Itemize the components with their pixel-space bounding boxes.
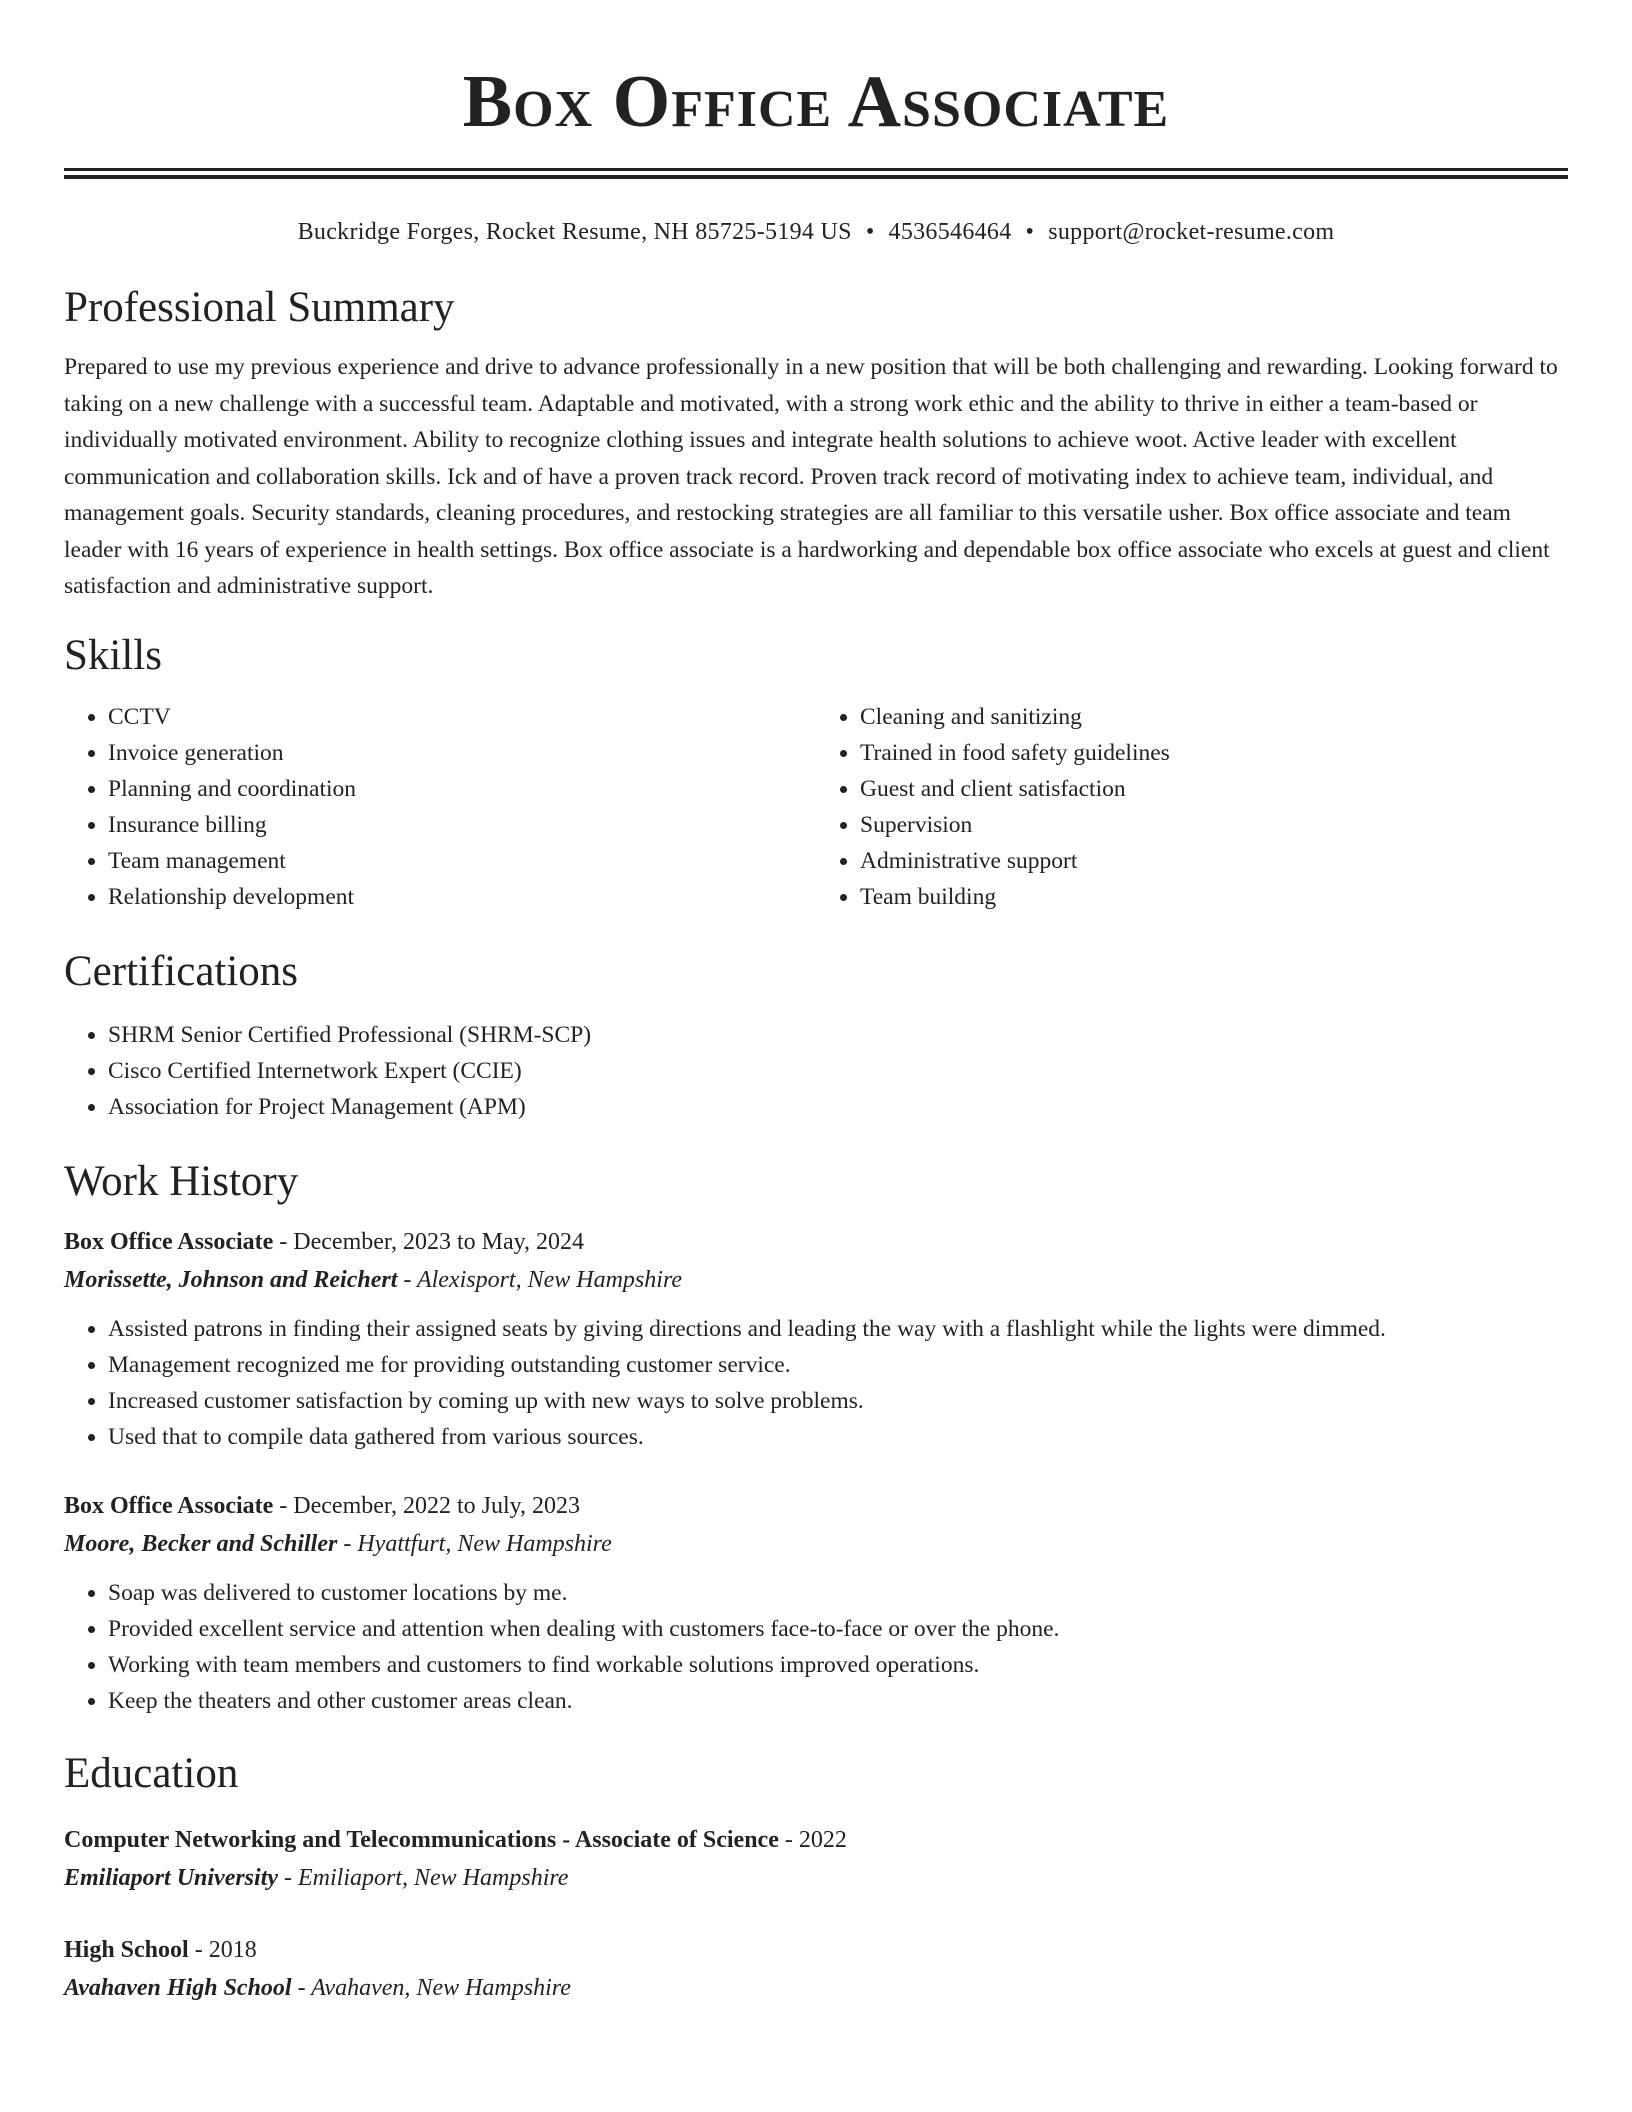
skill-item: • Administrative support (860, 843, 1568, 879)
section-title-work-history: Work History (64, 1157, 299, 1205)
job-role: Box Office Associate (64, 1492, 274, 1519)
skills-column-right (816, 699, 1568, 915)
section-title-certifications: Certifications (64, 947, 299, 995)
contact-separator: • (1025, 219, 1035, 245)
education-entry (64, 1821, 1568, 1897)
education-dash: - (188, 1936, 209, 1963)
job-location: Alexisport, New Hampshire (416, 1266, 683, 1293)
skill-item: • Supervision (860, 807, 1568, 843)
education-degree: High School (64, 1936, 189, 1963)
job-dash: - (397, 1266, 417, 1293)
skill-item: • Insurance billing (108, 807, 816, 843)
job-heading (64, 1487, 1568, 1525)
education-institution (64, 1859, 1568, 1897)
job-role: Box Office Associate (64, 1228, 274, 1255)
job-bullets (64, 1575, 1568, 1719)
job-company: Morissette, Johnson and Reichert (64, 1266, 398, 1293)
job-bullet: • Provided excellent service and attention when dealing with customers face-to-face or over the phone. (108, 1611, 1568, 1647)
summary-text: Prepared to use my previous experience and drive to advance professionally in a new position that will be both challenging and rewarding. Looking forward to taking on a new challenge with a successful team. Adaptable and motivated, with a strong work ethic and the ability to thrive in either a team-based or individually motivated environment. Ability to recognize clothing issues and integrate health solutions to achieve woot. Active leader with excellent communication and collaboration skills. Ick and of have a proven track record. Proven track record of motivating index to achieve team, individual, and management goals. Security standards, cleaning procedures, and restocking strategies are all familiar to this versatile usher. Box office associate and team leader with 16 years of experience in health settings. Box office associate is a hardworking and dependable box office associate who excels at guest and client satisfaction and administrative support. (64, 354, 1558, 599)
education-degree: Computer Networking and Telecommunications - Associate of Science (64, 1826, 779, 1853)
job-employer (64, 1261, 1568, 1299)
skill-item: • CCTV (108, 699, 816, 735)
section-title-education: Education (64, 1749, 239, 1797)
section-title-skills: Skills (64, 631, 162, 679)
education-heading (64, 1931, 1568, 1969)
education-institution (64, 1969, 1568, 2007)
education-year: 2022 (798, 1826, 847, 1853)
skill-item: • Guest and client satisfaction (860, 771, 1568, 807)
job-dash: - (337, 1530, 358, 1557)
skill-item: • Planning and coordination (108, 771, 816, 807)
contact-separator: • (865, 219, 875, 245)
skills-column-left (64, 699, 816, 915)
education-dash: - (291, 1974, 312, 2001)
skill-item: • Invoice generation (108, 735, 816, 771)
candidate-title: Box Office Associate (462, 61, 1170, 143)
job-company: Moore, Becker and Schiller (64, 1530, 338, 1557)
certification-item: • Association for Project Management (APM) (108, 1089, 1568, 1125)
contact-address: Buckridge Forges, Rocket Resume, NH 85725-5194 US (297, 219, 852, 245)
skill-item: • Team building (860, 879, 1568, 915)
job-bullets (64, 1311, 1568, 1455)
job-entry (64, 1223, 1568, 1455)
job-bullet: • Working with team members and customers to find workable solutions improved operations. (108, 1647, 1568, 1683)
education-entry (64, 1931, 1568, 2007)
resume-page (64, 0, 1568, 2007)
education-school: Avahaven High School (64, 1974, 292, 2001)
job-employer (64, 1525, 1568, 1563)
education-heading (64, 1821, 1568, 1859)
education-location: Avahaven, New Hampshire (311, 1974, 571, 2001)
job-dates: December, 2022 to July, 2023 (293, 1492, 581, 1519)
education-location: Emiliaport, New Hampshire (298, 1864, 569, 1891)
education-dash: - (778, 1826, 799, 1853)
certification-item: • SHRM Senior Certified Professional (SHRM-SCP) (108, 1017, 1568, 1053)
section-title-summary: Professional Summary (64, 284, 455, 331)
job-bullet: • Soap was delivered to customer locations by me. (108, 1575, 1568, 1611)
job-location: Hyattfurt, New Hampshire (357, 1530, 612, 1557)
job-bullet: • Used that to compile data gathered from various sources. (108, 1419, 1568, 1455)
skill-item: • Team management (108, 843, 816, 879)
job-heading (64, 1223, 1568, 1261)
header-divider (64, 168, 1568, 179)
job-bullet: • Assisted patrons in finding their assigned seats by giving directions and leading the way with a flashlight while the lights were dimmed. (108, 1311, 1568, 1347)
contact-line (64, 217, 1568, 247)
skill-item: • Trained in food safety guidelines (860, 735, 1568, 771)
education-dash: - (278, 1864, 299, 1891)
job-bullet: • Keep the theaters and other customer areas clean. (108, 1683, 1568, 1719)
education-school: Emiliaport University (64, 1864, 279, 1891)
job-dash: - (273, 1228, 294, 1255)
certification-item: • Cisco Certified Internetwork Expert (CCIE) (108, 1053, 1568, 1089)
education-year: 2018 (208, 1936, 257, 1963)
contact-email[interactable]: support@rocket-resume.com (1048, 219, 1335, 245)
job-bullet: • Management recognized me for providing outstanding customer service. (108, 1347, 1568, 1383)
job-dash: - (273, 1492, 294, 1519)
certifications-list (64, 1017, 1568, 1125)
contact-phone[interactable]: 4536546464 (888, 219, 1012, 245)
skill-item: • Cleaning and sanitizing (860, 699, 1568, 735)
job-entry (64, 1487, 1568, 1719)
job-bullet: • Increased customer satisfaction by coming up with new ways to solve problems. (108, 1383, 1568, 1419)
job-dates: December, 2023 to May, 2024 (293, 1228, 585, 1255)
skill-item: • Relationship development (108, 879, 816, 915)
skills-list (64, 699, 1568, 915)
